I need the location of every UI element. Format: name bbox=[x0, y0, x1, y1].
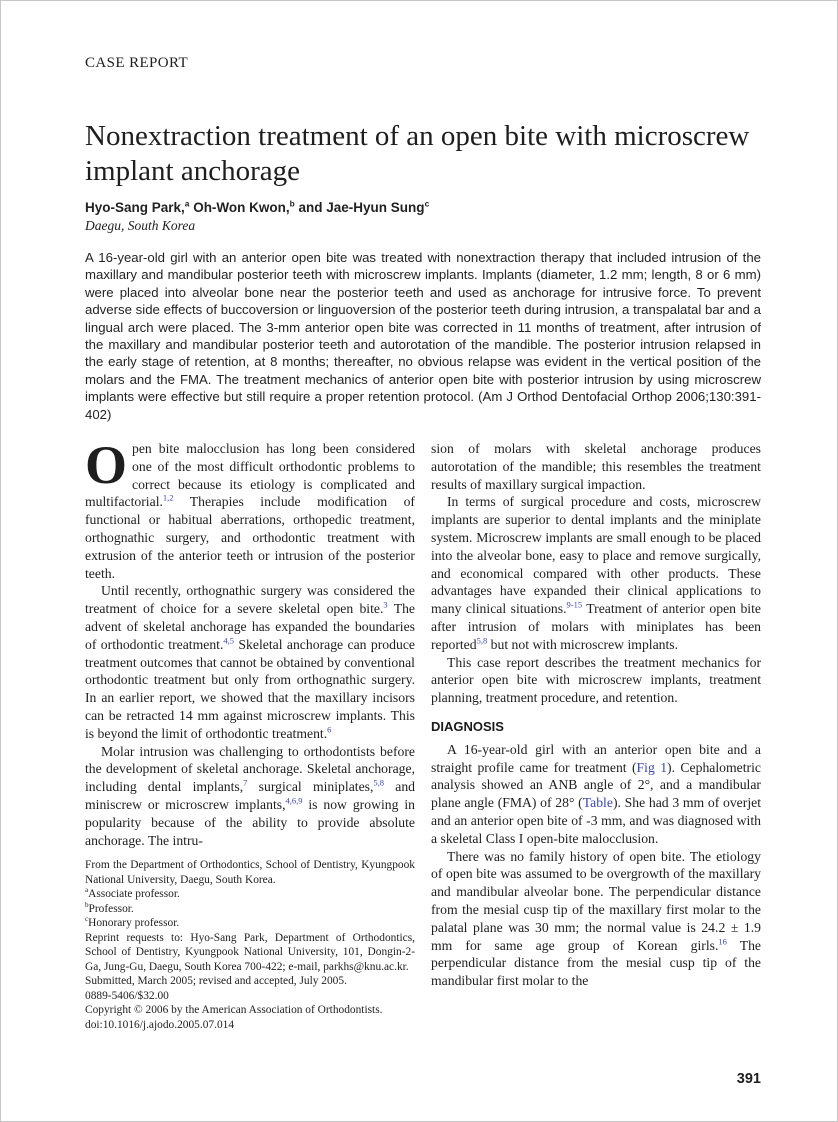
footnote-line: $^b$Professor. bbox=[85, 900, 134, 915]
reference-link[interactable]: 3 bbox=[383, 599, 388, 610]
footnote-line: Submitted, March 2005; revised and accepted, July 2005. bbox=[85, 975, 347, 988]
section-heading-diagnosis: DIAGNOSIS bbox=[431, 719, 504, 735]
right-column bbox=[431, 440, 761, 1032]
reference-link[interactable]: 5,8 bbox=[373, 777, 385, 788]
footnote-line: doi:10.1016/j.ajodo.2005.07.014 bbox=[85, 1018, 235, 1031]
footnote-block bbox=[85, 850, 415, 1032]
reference-link[interactable]: 5,8 bbox=[476, 635, 488, 646]
footnote-marker: a bbox=[184, 198, 190, 209]
body-paragraph: Open bite malocclusion has long been considered one of the most difficult orthodontic problems to correct because its etiology is complicated and multifactorial.$^{1,2}$ Therapies include modification of functional or habitual aberrations, orthopedic treatment, orthognathic surgery, and orthodontic treatment with extrusion of the anterior teeth or intrusion of the posterior teeth. bbox=[85, 435, 415, 581]
author-byline: Hyo-Sang Park,$^a$ Oh-Won Kwon,$^b$ and Jae-Hyun Sung$^c$ bbox=[85, 198, 430, 215]
article-category: CASE REPORT bbox=[85, 55, 189, 71]
page-number: 391 bbox=[736, 1071, 761, 1087]
body-paragraph: This case report describes the treatment mechanics for anterior open bite with microscrew implants, treatment planning, treatment procedure, and retention. bbox=[431, 654, 761, 706]
cross-reference-link[interactable]: Fig 1 bbox=[636, 759, 668, 775]
article-title: Nonextraction treatment of an open bite with microscrew implant anchorage bbox=[85, 120, 750, 187]
footnote-marker: b bbox=[289, 198, 295, 209]
reference-link[interactable]: 4,5 bbox=[223, 635, 235, 646]
footnote-line: Reprint requests to: Hyo-Sang Park, Department of Orthodontics, School of Dentistry, Kyungpook National University, 101, Dongin-2-Ga, Jung-Gu, Daegu, South Korea 700-422; e-mail, parkhs@knu.ac.kr. bbox=[85, 931, 415, 973]
reference-link[interactable]: 7 bbox=[243, 777, 248, 788]
abstract-text: A 16-year-old girl with an anterior open bite was treated with nonextraction therapy that included intrusion of the maxillary and mandibular posterior teeth with microscrew implants. Implants (diameter, 1.2 mm; length, 8 or 6 mm) were placed into alveolar bone near the posterior teeth and used as anchorage for intrusive force. To prevent adverse side effects of buccoversion or linguoversion of the posterior teeth during intrusion, a transpalatal bar and a lingual arch were placed. The 3-mm anterior open bite was corrected in 11 months of treatment, after intrusion of the maxillary and mandibular posterior teeth and autorotation of the mandible. The posterior intrusion relapsed in the early stage of retention, at 8 months; thereafter, no obvious relapse was evident in the vertical position of the molars and the FMA. The treatment mechanics of anterior open bite with posterior intrusion by using microscrew implants were effective but still require a proper retention protocol. (Am J Orthod Dentofacial Orthop 2006;130:391-402) bbox=[85, 250, 761, 422]
body-paragraph: sion of molars with skeletal anchorage produces autorotation of the mandible; this resembles the treatment results of maxillary surgical impaction. bbox=[431, 441, 761, 492]
author-affiliation: Daegu, South Korea bbox=[85, 218, 196, 233]
footnote-line: From the Department of Orthodontics, School of Dentistry, Kyungpook National University, Daegu, South Korea. bbox=[85, 859, 415, 886]
body-paragraph: A 16-year-old girl with an anterior open bite and a straight profile came for treatment (Fig 1). Cephalometric analysis showed an ANB angle of 2°, and a mandibular plane angle (FMA) of 28° (Table). She had 3 mm of overjet and an anterior open bite of -3 mm, and was diagnosed with a skeletal Class I open-bite malocclusion. bbox=[431, 741, 761, 846]
body-paragraph: Molar intrusion was challenging to orthodontists before the development of skeletal anchorage. Skeletal anchorage, including dental implants,$^7$ surgical miniplates,$^{5,8}$ and miniscrew or microscrew implants,$^{4,6,9}$ is now growing in popularity because of the ability to provide absolute anchorage. The intru- bbox=[85, 743, 416, 848]
cross-reference-link[interactable]: Table bbox=[582, 795, 613, 811]
body-paragraph: Until recently, orthognathic surgery was considered the treatment of choice for a severe skeletal open bite.$^3$ The advent of skeletal anchorage has expanded the boundaries of orthodontic treatment.$^{4,5}$ Skeletal anchorage can produce treatment outcomes that cannot be obtained by conventional orthodontic treatment but only from orthognathic surgery. In an earlier report, we showed that the maxillary incisors can be retracted 14 mm against microscrew implants. This is beyond the limit of orthodontic treatment.$^6$ bbox=[85, 583, 415, 741]
footnote-line: $^a$Associate professor. bbox=[85, 886, 180, 901]
footnote-marker: b bbox=[85, 900, 89, 909]
footnote-line: Copyright © 2006 by the American Association of Orthodontists. bbox=[85, 1004, 383, 1017]
article-body bbox=[85, 435, 761, 1032]
drop-cap: O bbox=[85, 435, 128, 496]
reference-link[interactable]: 4,6,9 bbox=[285, 795, 303, 806]
reference-link[interactable]: 1,2 bbox=[162, 492, 174, 503]
left-column bbox=[85, 435, 416, 1032]
body-paragraph: In terms of surgical procedure and costs, microscrew implants are superior to dental implants and the miniplate system. Microscrew implants are small enough to be placed into the alveolar bone, easy to place and remove surgically, and economical compared with other products. These advantages have expanded their clinical applications to many clinical situations.$^{9-15}$ Treatment of anterior open bite after intrusion of molars with miniplates has been reported$^{5,8}$ but not with microscrew implants. bbox=[431, 494, 761, 652]
reference-link[interactable]: 6 bbox=[327, 724, 332, 735]
body-paragraph: There was no family history of open bite. The etiology of open bite was assumed to be overgrowth of the maxillary and mandibular alveolar bone. The perpendicular distance from the mesial cusp tip of the maxillary first molar to the palatal plane was 30 mm; the normal value is 24.2 ± 1.9 mm for same age group of Korean girls.$^{16}$ The perpendicular distance from the mesial cusp tip of the mandibular first molar to the bbox=[431, 848, 761, 989]
footnote-marker: c bbox=[424, 198, 430, 209]
footnote-line: 0889-5406/$32.00 bbox=[85, 989, 169, 1002]
reference-link[interactable]: 9-15 bbox=[566, 599, 583, 610]
reference-link[interactable]: 16 bbox=[718, 936, 727, 947]
footnote-marker: a bbox=[85, 886, 89, 895]
footnote-line: $^c$Honorary professor. bbox=[85, 915, 180, 930]
footnote-marker: c bbox=[85, 915, 89, 924]
